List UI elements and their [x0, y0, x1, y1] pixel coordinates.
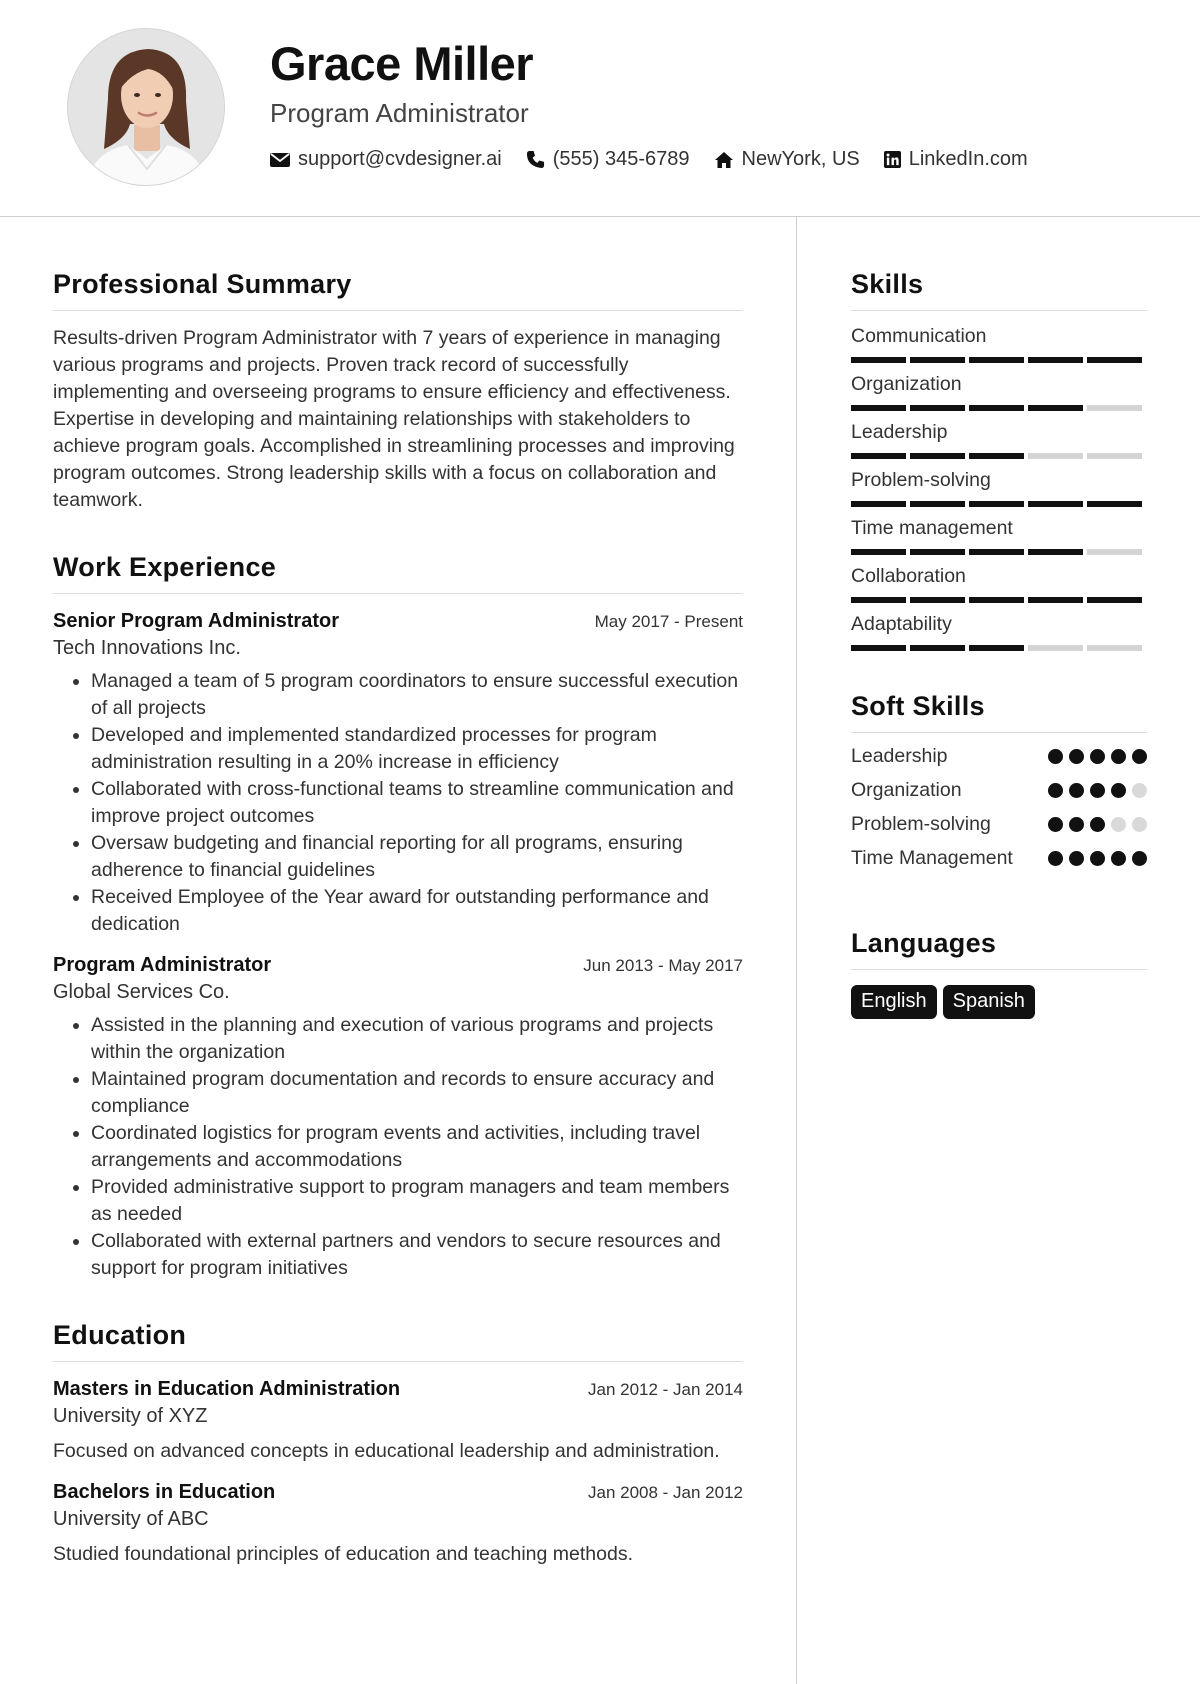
education-entry	[53, 1378, 743, 1465]
summary-section	[53, 269, 743, 514]
skill-level-bar	[851, 501, 1147, 507]
skills-section	[851, 269, 1147, 651]
contact-email-text: support@cvdesigner.ai	[298, 148, 502, 170]
contact-phone[interactable]	[526, 148, 690, 171]
skill-segment-filled	[910, 501, 965, 507]
skill-item	[851, 565, 1147, 603]
skill-segment-filled	[910, 645, 965, 651]
rating-dot-filled	[1132, 851, 1147, 866]
skill-name: Time management	[851, 517, 1013, 539]
rating-dot-filled	[1048, 783, 1063, 798]
soft-skill-rating	[1042, 783, 1147, 798]
job-title: Program Administrator	[53, 954, 272, 976]
education-date: Jan 2012 - Jan 2014	[587, 1380, 743, 1399]
job-bullet: • Collaborated with external partners and vendors to secure resources and support for program initiatives	[91, 1228, 743, 1282]
job-bullet: • Managed a team of 5 program coordinators to ensure successful execution of all projects	[91, 668, 743, 722]
contact-list	[270, 148, 1052, 171]
profile-photo-icon	[68, 29, 225, 186]
skill-segment-filled	[910, 597, 965, 603]
skill-segment-filled	[1087, 501, 1142, 507]
job-bullets	[53, 668, 743, 938]
job-bullet: • Developed and implemented standardized processes for program administration resulting in a 20% increase in efficiency	[91, 722, 743, 776]
soft-skill-name: Problem-solving	[851, 813, 991, 835]
soft-skill-name: Time Management	[851, 847, 1013, 869]
skill-level-bar	[851, 597, 1147, 603]
rating-dot-filled	[1090, 851, 1105, 866]
skill-segment-filled	[969, 453, 1024, 459]
rating-dot-filled	[1069, 749, 1084, 764]
contact-location	[714, 148, 860, 171]
languages-section	[851, 928, 1147, 1019]
job-bullet: • Received Employee of the Year award for outstanding performance and dedication	[91, 884, 743, 938]
skill-segment-empty	[1087, 645, 1142, 651]
skill-item	[851, 325, 1147, 363]
skill-segment-filled	[851, 645, 906, 651]
skill-level-bar	[851, 453, 1147, 459]
job-bullet: • Coordinated logistics for program events and activities, including travel arrangements and accommodations	[91, 1120, 743, 1174]
education-section	[53, 1320, 743, 1568]
skill-segment-filled	[969, 501, 1024, 507]
job-bullet: • Collaborated with cross-functional teams to streamline communication and improve project outcomes	[91, 776, 743, 830]
language-tag: Spanish	[943, 985, 1035, 1019]
job-entry	[53, 610, 743, 938]
rating-dot-filled	[1069, 817, 1084, 832]
languages-title: Languages	[851, 928, 1147, 970]
skill-segment-filled	[1028, 501, 1083, 507]
job-date: Jun 2013 - May 2017	[583, 956, 743, 975]
phone-icon	[526, 150, 545, 169]
education-title: Education	[53, 1320, 743, 1362]
contact-linkedin[interactable]	[884, 148, 1028, 171]
job-bullet: • Oversaw budgeting and financial reporting for all programs, ensuring adherence to financial guidelines	[91, 830, 743, 884]
skill-segment-empty	[1087, 453, 1142, 459]
skill-item	[851, 373, 1147, 411]
rating-dot-filled	[1069, 851, 1084, 866]
school-name: University of ABC	[53, 1508, 209, 1530]
job-company: Global Services Co.	[53, 981, 230, 1003]
skill-segment-empty	[1087, 405, 1142, 411]
school-name: University of XYZ	[53, 1405, 208, 1427]
contact-linkedin-text: LinkedIn.com	[908, 148, 1028, 170]
resume-header	[0, 0, 1200, 217]
skill-segment-filled	[851, 549, 906, 555]
degree-title: Masters in Education Administration	[53, 1378, 401, 1400]
education-description: Focused on advanced concepts in educational leadership and administration.	[53, 1440, 720, 1462]
soft-skill-name: Organization	[851, 779, 962, 801]
skill-segment-filled	[969, 645, 1024, 651]
skill-segment-filled	[1087, 597, 1142, 603]
skill-segment-filled	[851, 453, 906, 459]
skill-segment-empty	[1028, 645, 1083, 651]
skill-segment-filled	[969, 597, 1024, 603]
rating-dot-empty	[1111, 817, 1126, 832]
skill-segment-filled	[910, 549, 965, 555]
rating-dot-filled	[1090, 749, 1105, 764]
contact-location-text: NewYork, US	[741, 148, 860, 170]
skill-item	[851, 517, 1147, 555]
skill-segment-filled	[1028, 405, 1083, 411]
soft-skills-section	[851, 691, 1147, 872]
skill-segment-filled	[910, 357, 965, 363]
job-company: Tech Innovations Inc.	[53, 637, 241, 659]
skill-segment-filled	[969, 357, 1024, 363]
candidate-name: Grace Miller	[270, 37, 534, 90]
rating-dot-filled	[1090, 783, 1105, 798]
language-tags	[851, 985, 1147, 1019]
job-bullet: • Provided administrative support to program managers and team members as needed	[91, 1174, 743, 1228]
language-tag: English	[851, 985, 937, 1019]
experience-section	[53, 552, 743, 1282]
soft-skill-rating	[1042, 817, 1147, 832]
profile-photo	[67, 28, 225, 186]
skill-name: Leadership	[851, 421, 948, 443]
skill-segment-filled	[1087, 357, 1142, 363]
education-date: Jan 2008 - Jan 2012	[587, 1483, 743, 1502]
skills-title: Skills	[851, 269, 1147, 311]
job-title: Senior Program Administrator	[53, 610, 339, 632]
education-entry	[53, 1481, 743, 1568]
skill-segment-filled	[1028, 357, 1083, 363]
skill-segment-empty	[1028, 453, 1083, 459]
skill-name: Communication	[851, 325, 987, 347]
rating-dot-empty	[1132, 817, 1147, 832]
rating-dot-filled	[1111, 851, 1126, 866]
skill-name: Collaboration	[851, 565, 966, 587]
rating-dot-filled	[1048, 749, 1063, 764]
skill-segment-filled	[910, 453, 965, 459]
soft-skill-rating	[1042, 851, 1147, 866]
degree-title: Bachelors in Education	[53, 1481, 276, 1503]
skills-list	[851, 325, 1147, 651]
skill-segment-filled	[851, 405, 906, 411]
experience-title: Work Experience	[53, 552, 743, 594]
skill-level-bar	[851, 405, 1147, 411]
rating-dot-filled	[1048, 851, 1063, 866]
summary-text: Results-driven Program Administrator with 7 years of experience in managing various programs and projects. Proven track record of successfully implementing and overseeing programs to ensure efficiency and effectiveness. Expertise in developing and maintaining relationships with stakeholders to achieve program goals. Accomplished in streamlining processes and improving program outcomes. Strong leadership skills with a focus on collaboration and teamwork.	[53, 327, 735, 511]
contact-phone-text: (555) 345-6789	[552, 148, 690, 170]
skill-segment-filled	[1028, 549, 1083, 555]
education-description: Studied foundational principles of education and teaching methods.	[53, 1543, 633, 1565]
candidate-role: Program Administrator	[270, 98, 529, 128]
skill-level-bar	[851, 357, 1147, 363]
skill-segment-filled	[969, 549, 1024, 555]
linkedin-icon	[884, 151, 901, 168]
rating-dot-empty	[1132, 783, 1147, 798]
job-bullet: • Maintained program documentation and records to ensure accuracy and compliance	[91, 1066, 743, 1120]
rating-dot-filled	[1069, 783, 1084, 798]
skill-segment-filled	[969, 405, 1024, 411]
skill-item	[851, 613, 1147, 651]
job-bullets	[53, 1012, 743, 1282]
rating-dot-filled	[1111, 749, 1126, 764]
skill-item	[851, 421, 1147, 459]
rating-dot-filled	[1048, 817, 1063, 832]
job-date: May 2017 - Present	[594, 612, 743, 631]
soft-skill-item	[851, 811, 1147, 838]
skill-segment-empty	[1087, 549, 1142, 555]
skill-segment-filled	[851, 597, 906, 603]
soft-skill-rating	[1042, 749, 1147, 764]
column-divider	[796, 217, 797, 1684]
skill-item	[851, 469, 1147, 507]
soft-skill-item	[851, 777, 1147, 804]
job-bullet: • Assisted in the planning and execution of various programs and projects within the organization	[91, 1012, 743, 1066]
rating-dot-filled	[1132, 749, 1147, 764]
job-entry	[53, 954, 743, 1282]
skill-name: Adaptability	[851, 613, 952, 635]
sidebar-column	[851, 217, 1147, 1019]
soft-skills-title: Soft Skills	[851, 691, 1147, 733]
rating-dot-filled	[1090, 817, 1105, 832]
skill-segment-filled	[851, 357, 906, 363]
soft-skill-item	[851, 845, 1147, 872]
envelope-icon	[270, 152, 290, 168]
main-column	[53, 217, 743, 1568]
skill-level-bar	[851, 549, 1147, 555]
skill-name: Organization	[851, 373, 962, 395]
skill-segment-filled	[1028, 597, 1083, 603]
soft-skill-item	[851, 743, 1147, 770]
soft-skill-name: Leadership	[851, 745, 948, 767]
contact-email[interactable]	[270, 148, 502, 171]
skill-level-bar	[851, 645, 1147, 651]
home-icon	[714, 151, 734, 169]
skill-segment-filled	[851, 501, 906, 507]
rating-dot-filled	[1111, 783, 1126, 798]
summary-title: Professional Summary	[53, 269, 743, 311]
skill-name: Problem-solving	[851, 469, 991, 491]
skill-segment-filled	[910, 405, 965, 411]
